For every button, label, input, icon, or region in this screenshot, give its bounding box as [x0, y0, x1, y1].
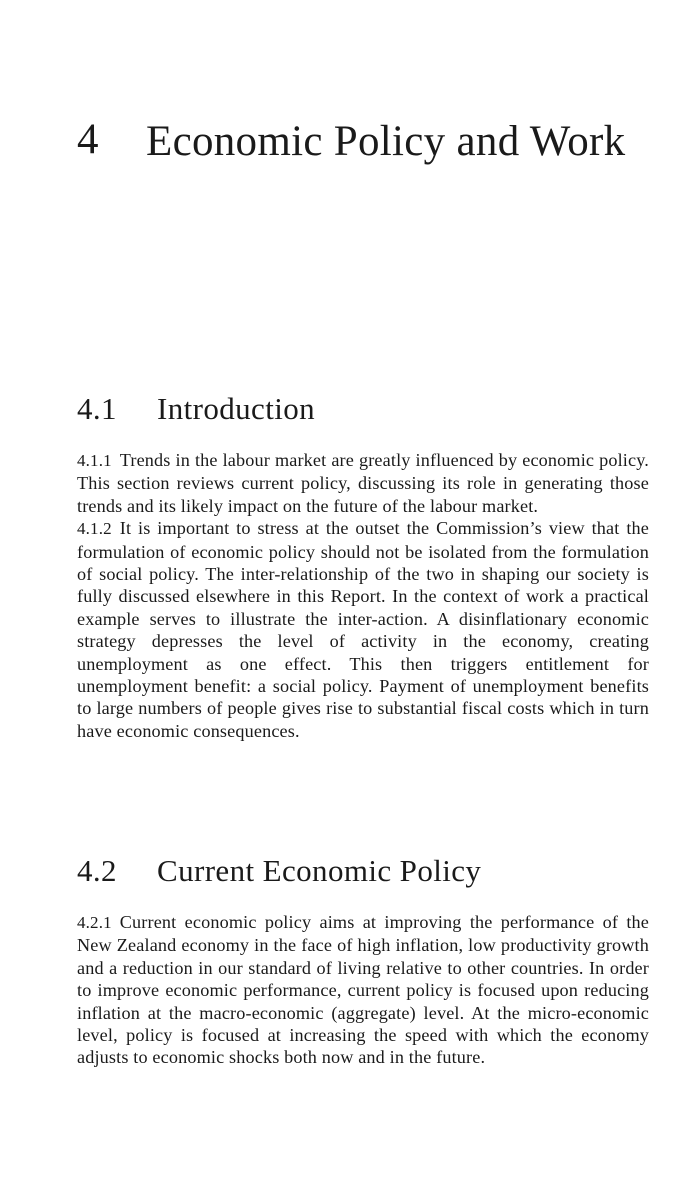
paragraph-number: 4.1.2	[77, 519, 112, 539]
current-economic-policy-body	[77, 911, 649, 1069]
paragraph-text: Current economic policy aims at improving the performance of the New Zealand economy in the face of high inflation, low productivity growth and a reduction in our standard of living relative to other countries. In order to improve economic performance, current policy is focused upon reducing inflation at the macro-economic (aggregate) level. At the micro-economic level, policy is focused at increasing the speed with which the economy adjusts to economic shocks both now and in the future.	[77, 912, 649, 1068]
introduction-body	[77, 449, 649, 742]
paragraph-4-2-1	[77, 911, 649, 1069]
section-number: 4.2	[77, 853, 117, 888]
paragraph-4-1-2	[77, 517, 649, 742]
paragraph-number: 4.2.1	[77, 913, 112, 932]
section-title: Introduction	[157, 391, 316, 426]
chapter-number: 4	[77, 116, 99, 163]
paragraph-4-1-1	[77, 449, 649, 517]
section-title: Current Economic Policy	[157, 853, 482, 888]
paragraph-number: 4.1.1	[77, 451, 112, 470]
section-number: 4.1	[77, 391, 117, 426]
chapter-title: Economic Policy and Work	[146, 118, 626, 165]
section-heading-introduction	[77, 390, 315, 428]
paragraph-text: Trends in the labour market are greatly influenced by economic policy. This section reviews current policy, discussing its role in generating those trends and its likely impact on the future of the labour market.	[77, 450, 649, 516]
paragraph-text: It is important to stress at the outset the Commission’s view that the formulation of economic policy should not be isolated from the formulation of social policy. The inter-relationship of the two in shaping our society is fully discussed elsewhere in this Report. In the context of work a practical example serves to illustrate the inter-action. A disinflationary economic strategy depresses the level of activity in the economy, creating unemployment as one effect. This then triggers entitlement for unemployment benefit: a social policy. Payment of unemployment benefits to large numbers of people gives rise to substantial fiscal costs which in turn have economic consequences.	[77, 518, 649, 741]
section-heading-current-economic-policy	[77, 852, 481, 890]
